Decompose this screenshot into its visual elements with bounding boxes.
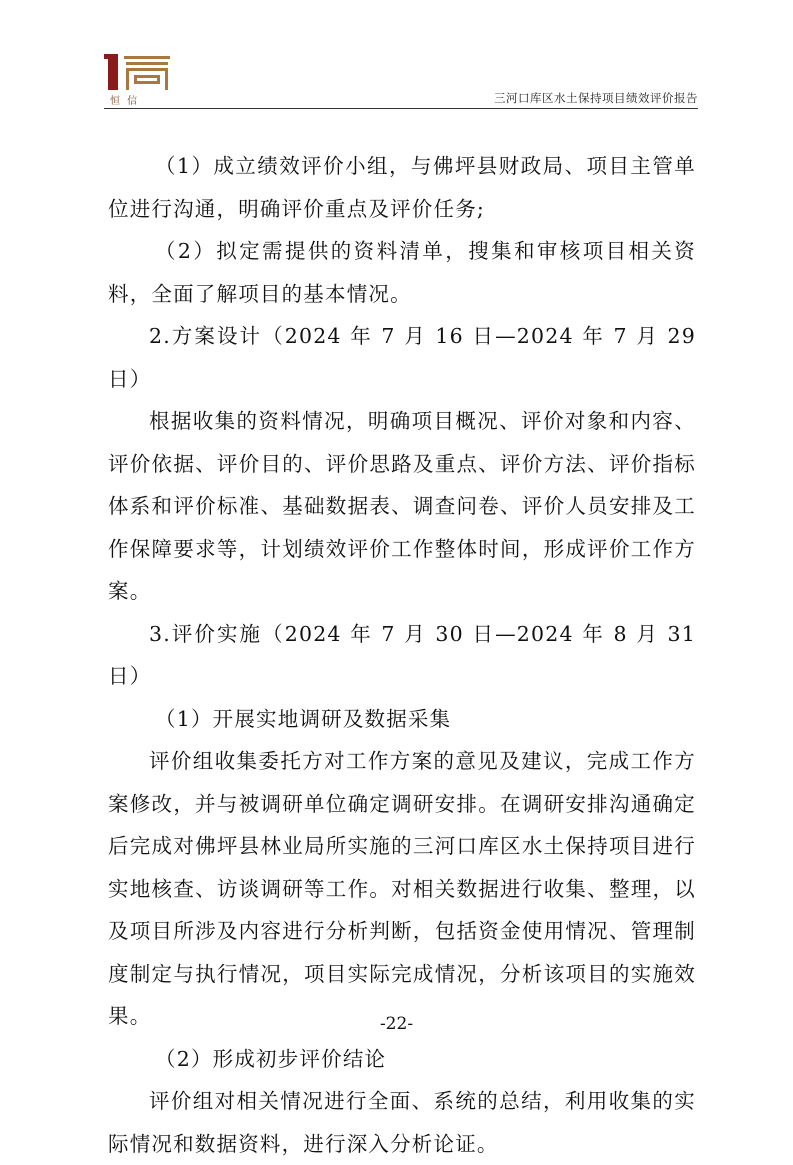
paragraph: 评价组收集委托方对工作方案的意见及建议，完成工作方案修改，并与被调研单位确定调研安排。在调研安排沟通确定后完成对佛坪县林业局所实施的三河口库区水土保持项目进行实地核查、访谈调研等工作。对相关数据进行收集、整理，以及项目所涉及内容进行分析判断，包括资金使用情况、管理制度制定与执行情况，项目实际完成情况，分析该项目的实施效果。 [108, 749, 696, 1028]
section-heading: 2.方案设计（2024 年 7 月 16 日—2024 年 7 月 29 日） [108, 324, 696, 391]
section-heading: 3.评价实施（2024 年 7 月 30 日—2024 年 8 月 31 日） [108, 621, 696, 688]
header-divider [104, 108, 698, 109]
paragraph: （2）拟定需提供的资料清单，搜集和审核项目相关资料，全面了解项目的基本情况。 [108, 239, 696, 306]
document-body [108, 145, 696, 1165]
page-header [104, 52, 698, 108]
paragraph: 评价组对相关情况进行全面、系统的总结，利用收集的实际情况和数据资料，进行深入分析论证。 [108, 1089, 696, 1156]
header-title: 三河口库区水土保持项目绩效评价报告 [494, 91, 698, 105]
subsection-heading: （2）形成初步评价结论 [155, 1046, 387, 1071]
paragraph: 根据收集的资料情况，明确项目概况、评价对象和内容、评价依据、评价目的、评价思路及重点、评价方法、评价指标体系和评价标准、基础数据表、调查问卷、评价人员安排及工作保障要求等，计划绩效评价工作整体时间，形成评价工作方案。 [108, 409, 696, 603]
subsection-heading: （1）开展实地调研及数据采集 [155, 706, 452, 731]
page-number: -22- [379, 1014, 414, 1034]
company-logo [104, 52, 174, 107]
paragraph: （1）成立绩效评价小组，与佛坪县财政局、项目主管单位进行沟通，明确评价重点及评价任务; [108, 154, 696, 221]
logo-icon [104, 52, 174, 92]
logo-text: 恒 信 [110, 96, 140, 107]
